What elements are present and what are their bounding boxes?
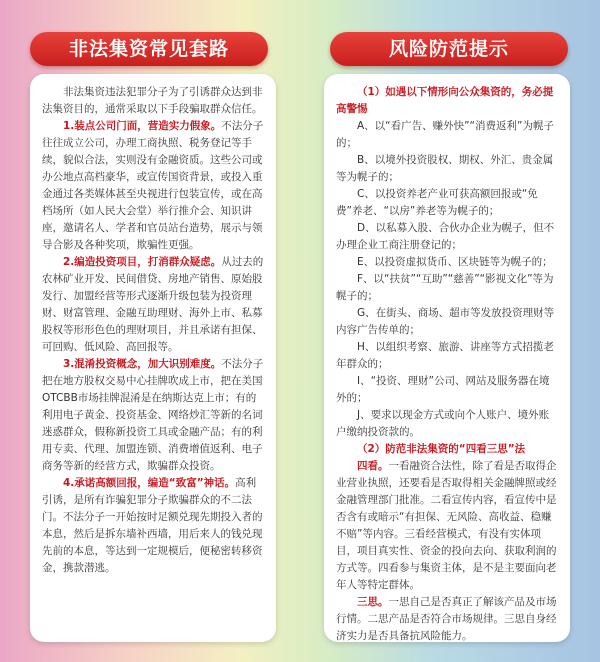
right-section-title: 风险防范提示: [330, 32, 568, 66]
tactic-3-body: 不法分子把在地方股权交易中心挂牌吹成上市，把在美国OTCBB市场挂牌混淆是在纳斯达克上市；有的利用电子黄金、投资基金、网络炒汇等新的名词迷惑群众，假称新投资工具或金融产品；有的利用专卖、代理、加盟连锁、消费增值返利、电子商务等新的经营方式，欺骗群众投资。: [42, 358, 264, 472]
warning-item-j: J、要求以现金方式或向个人账户、境外账户缴纳投资款的。: [336, 409, 550, 438]
warning-item-i: I、“投资、理财”公司、网站及服务器在境外的；: [336, 375, 550, 404]
scam-tactics-panel: [30, 74, 276, 642]
three-thoughts-heading: 三思。: [357, 596, 389, 608]
left-section-title: 非法集资常见套路: [30, 32, 268, 66]
tactic-2-heading: 2.编造投资项目，打消群众疑虑。: [63, 256, 222, 268]
four-looks-heading: 四看。: [357, 460, 389, 472]
section2-heading: （2）防范非法集资的“四看三思”法: [357, 443, 526, 455]
tactic-3-heading: 3.混淆投资概念，加大识别难度。: [63, 358, 222, 370]
section1-heading: （1）如遇以下情形向公众集资的，务必提高警惕: [336, 86, 554, 115]
warning-item-d: D、以私募入股、合伙办企业为幌子，但不办理企业工商注册登记的；: [336, 222, 555, 251]
tactic-1: [42, 118, 264, 254]
warning-item-g: G、在街头、商场、超市等发放投资理财等内容广告传单的；: [336, 307, 555, 336]
tactic-3: [42, 356, 264, 475]
tactic-1-heading: 1.装点公司门面，营造实力假象。: [63, 120, 222, 132]
tactic-2-body: 从过去的农林矿业开发、民间借贷、房地产销售、原始股发行、加盟经营等形式逐渐升级包装为投资理财、财富管理、金融互助理财、海外上市、私募股权等形形色色的理财项目，并且承诺有担保、可回购、低风险、高回报等。: [42, 256, 264, 353]
tactic-4: [42, 475, 264, 577]
risk-tips-panel: [324, 74, 570, 642]
warning-item-f: F、以“扶贫”“互助”“慈善”“影视文化”等为幌子的；: [336, 273, 554, 302]
four-looks-body: 一看融资合法性，除了看是否取得企业营业执照，还要看是否取得相关金融牌照或经金融管理部门批准。二看宣传内容，看宣传中是否含有或暗示“有担保、无风险、高收益、稳赚不赔”等内容。三看经营模式，有没有实体项目，项目真实性、资金的投向去向、获取利润的方式等。四看参与集资主体，是不是主要面向老年人等特定群体。: [336, 460, 557, 591]
warning-item-b: B、以境外投资股权、期权、外汇、贵金属等为幌子的；: [336, 154, 554, 183]
three-thoughts: [336, 594, 558, 642]
tactic-1-body: 不法分子往往成立公司，办理工商执照、税务登记等手续，貌似合法，实则没有金融资质。这些公司或办公地点高档豪华，或宣传国资背景，或投入重金通过各类媒体甚至央视进行包装宣传，或在高档场所（如人民大会堂）举行推介会、知识讲座，邀请名人、学者和官员站台造势，展示与领导合影及各种奖项，欺骗性更强。: [42, 120, 264, 251]
tactic-4-body: 高利引诱，是所有诈骗犯罪分子欺骗群众的不二法门。不法分子一开始按时足额兑现先期投入者的本息，然后是拆东墙补西墙，用后来人的钱兑现先前的本息，等达到一定规模后，便秘密转移资金，携款潜逃。: [42, 477, 263, 574]
warning-item-a: A、以“看广告、赚外快”“消费返利”为幌子的；: [336, 120, 554, 149]
tactic-2: [42, 254, 264, 356]
warning-item-e: E、以投资虚拟货币、区块链等为幌子的；: [357, 256, 553, 268]
tactic-4-heading: 4.承诺高额回报，编造“致富”神话。: [63, 477, 236, 489]
warning-item-h: H、以组织考察、旅游、讲座等方式招揽老年群众的；: [336, 341, 554, 370]
intro-text: 非法集资违法犯罪分子为了引诱群众达到非法集资目的，通常采取以下手段骗取群众信任。: [42, 86, 263, 115]
three-thoughts-body: 一思自己是否真正了解该产品及市场行情。二思产品是否符合市场规律。三思自身经济实力是否具备抗风险能力。: [336, 596, 557, 642]
four-looks: [336, 458, 558, 594]
warning-item-c: C、以投资养老产业可获高额回报或“免费”养老、“以房”养老等为幌子的；: [336, 188, 538, 217]
